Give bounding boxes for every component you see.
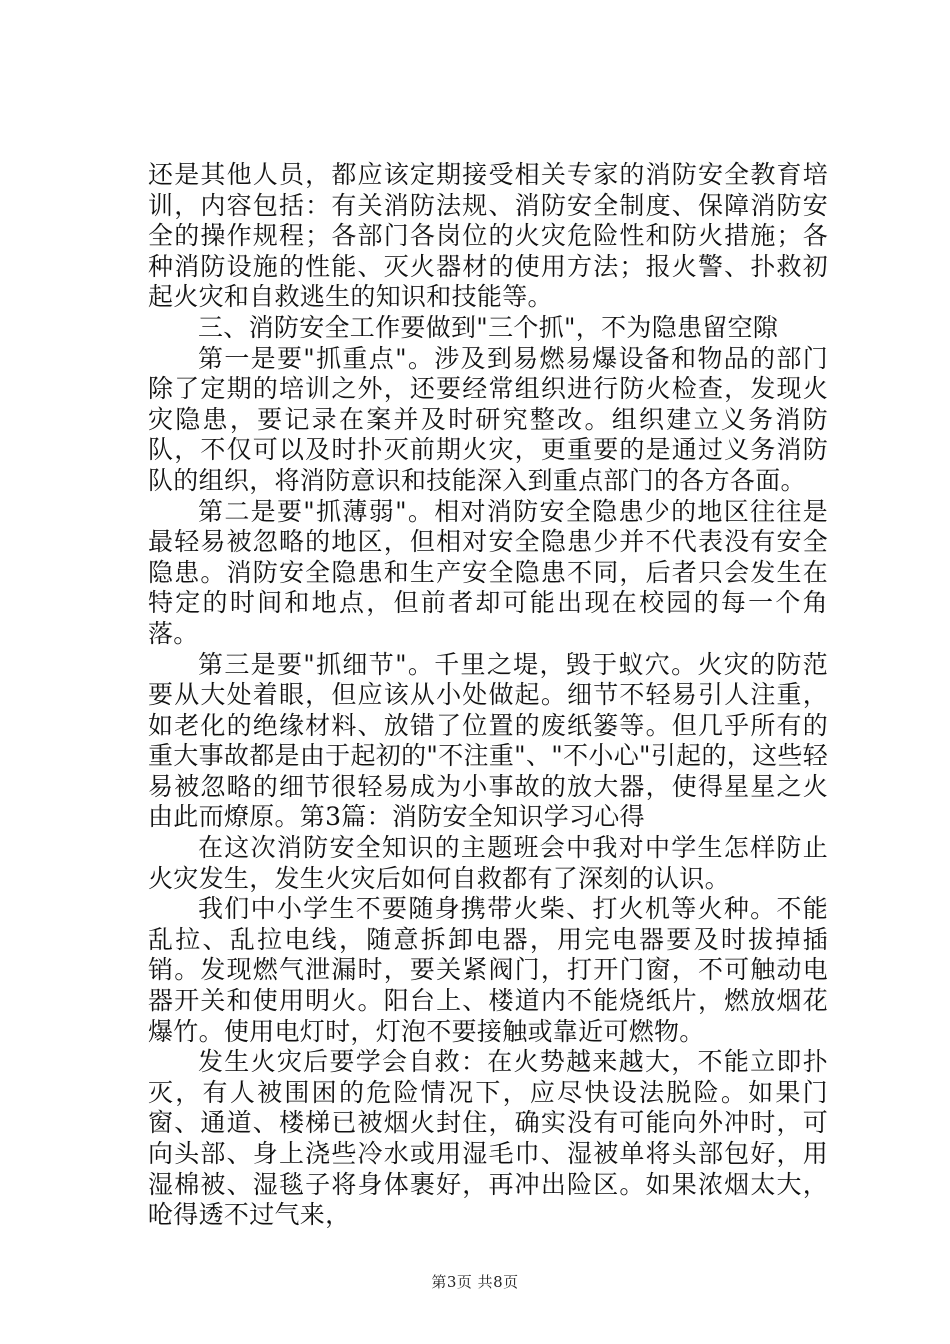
paragraph-focus-key-points: 第一是要"抓重点"。涉及到易燃易爆设备和物品的部门除了定期的培训之外，还要经常组织进行防火检查，发现火灾隐患，要记录在案并及时研究整改。组织建立义务消防队，不仅可以及时扑灭前期火灾，更重要的是通过义务消防队的组织，将消防意识和技能深入到重点部门的各方各面。 <box>148 343 828 495</box>
paragraph-fire-prevention: 我们中小学生不要随身携带火柴、打火机等火种。不能乱拉、乱拉电线，随意拆卸电器，用完电器要及时拔掉插销。发现燃气泄漏时，要关紧阀门，打开门窗，不可触动电器开关和使用明火。阳台上、楼道内不能烧纸片，燃放烟花爆竹。使用电灯时，灯泡不要接触或靠近可燃物。 <box>148 894 828 1046</box>
paragraph-focus-weak-areas: 第二是要"抓薄弱"。相对消防安全隐患少的地区往往是最轻易被忽略的地区，但相对安全隐患少并不代表没有安全隐患。消防安全隐患和生产安全隐患不同，后者只会发生在特定的时间和地点，但前者却可能出现在校园的每一个角落。 <box>148 496 828 648</box>
section-heading-3: 三、消防安全工作要做到"三个抓"，不为隐患留空隙 <box>198 312 779 342</box>
paragraph-self-rescue: 发生火灾后要学会自救：在火势越来越大，不能立即扑灭，有人被围困的危险情况下，应尽快设法脱险。如果门窗、通道、楼梯已被烟火封住，确实没有可能向外冲时，可向头部、身上浇些冷水或用湿毛巾、湿被单将头部包好，用湿棉被、湿毯子将身体裹好，再冲出险区。如果浓烟太大，呛得透不过气来， <box>148 1047 828 1230</box>
page-number-footer: 第3页 共8页 <box>431 1273 519 1291</box>
document-body <box>148 160 828 1231</box>
paragraph-focus-details: 第三是要"抓细节"。千里之堤，毁于蚁穴。火灾的防范要从大处着眼，但应该从小处做起。细节不轻易引人注重，如老化的绝缘材料、放错了位置的废纸篓等。但几乎所有的重大事故都是由于起初的"不注重"、"不小心"引起的，这些轻易被忽略的细节很轻易成为小事故的放大器，使得星星之火由此而燎原。第3篇：消防安全知识学习心得 <box>148 649 828 832</box>
paragraph-class-meeting: 在这次消防安全知识的主题班会中我对中学生怎样防止火灾发生，发生火灾后如何自救都有了深刻的认识。 <box>148 833 828 893</box>
paragraph-1: 还是其他人员，都应该定期接受相关专家的消防安全教育培训，内容包括：有关消防法规、消防安全制度、保障消防安全的操作规程；各部门各岗位的火灾危险性和防火措施；各种消防设施的性能、灭火器材的使用方法；报火警、扑救初起火灾和自救逃生的知识和技能等。 <box>148 160 828 312</box>
